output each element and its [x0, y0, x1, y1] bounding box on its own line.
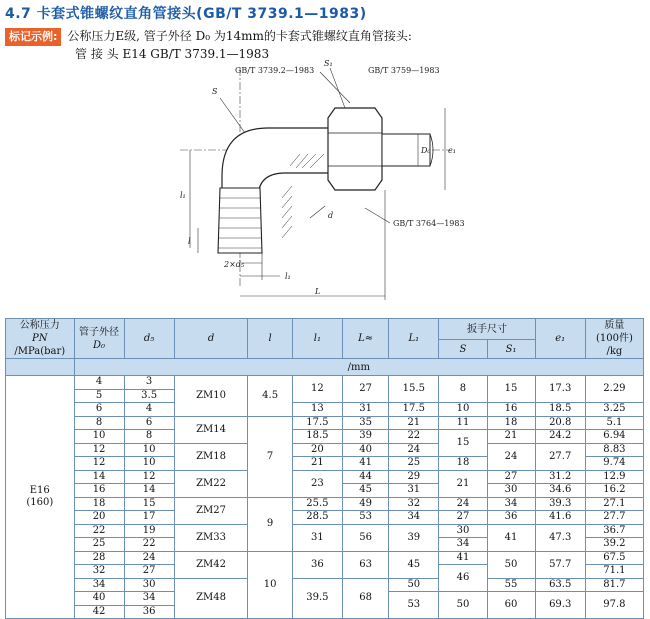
cell-e1: 18.5	[535, 403, 585, 417]
cell-d5: 17	[124, 511, 174, 525]
cell-l1: 39.5	[292, 578, 342, 619]
cell-l: 31	[343, 403, 389, 417]
cell-pn-line: (160)	[26, 497, 54, 508]
cell-l1: 17.5	[389, 403, 439, 417]
cell-l: 10	[248, 551, 292, 619]
cell-l: 9	[248, 497, 292, 551]
cell-mass: 27.1	[585, 497, 643, 511]
cell-l: 39	[343, 430, 389, 444]
cell-l1: 25	[389, 457, 439, 471]
cell-e1: 24.2	[535, 430, 585, 444]
cell-l: 49	[343, 497, 389, 511]
label-std-1: GB/T 3739.2—1983	[235, 66, 315, 75]
label-S: S	[212, 87, 218, 96]
cell-s: 34	[439, 538, 487, 552]
cell-e1: 39.3	[535, 497, 585, 511]
cell-e1: 57.7	[535, 551, 585, 578]
label-e1: e₁	[448, 146, 456, 155]
cell-d0: 16	[74, 484, 124, 498]
table-row	[6, 470, 644, 484]
cell-l1: 39	[389, 524, 439, 551]
cell-l1: 20	[292, 443, 342, 457]
cell-d0: 40	[74, 592, 124, 606]
cell-s: 30	[439, 524, 487, 538]
cell-d5: 10	[124, 457, 174, 471]
header-L: L≈	[343, 319, 389, 359]
cell-mass: 5.1	[585, 416, 643, 430]
table-row	[6, 551, 644, 565]
cell-d0: 4	[74, 376, 124, 390]
cell-d5: 22	[124, 538, 174, 552]
cell-d5: 3	[124, 376, 174, 390]
cell-l1: 22	[389, 430, 439, 444]
header-L1: L₁	[389, 319, 439, 359]
page-title: 4.7 卡套式锥螺纹直角管接头(GB/T 3739.1—1983)	[5, 6, 367, 22]
cell-l: 44	[343, 470, 389, 484]
cell-d: ZM27	[174, 497, 248, 524]
cell-mass: 36.7	[585, 524, 643, 538]
cell-d: ZM10	[174, 376, 248, 417]
cell-l: 45	[343, 484, 389, 498]
cell-d0: 22	[74, 524, 124, 538]
cell-s1: 60	[487, 592, 535, 619]
header-unit: /mm	[74, 359, 643, 376]
cell-l1: 36	[292, 551, 342, 578]
cell-s1: 41	[487, 524, 535, 551]
header-d0-line1: 管子外径	[79, 326, 120, 338]
cell-s: 21	[439, 470, 487, 497]
cell-d5: 27	[124, 565, 174, 579]
cell-s1: 55	[487, 578, 535, 592]
table-row	[6, 376, 644, 390]
cell-mass: 71.1	[585, 565, 643, 579]
cell-d5: 12	[124, 470, 174, 484]
cell-mass: 2.29	[585, 376, 643, 403]
cell-s1: 50	[487, 551, 535, 578]
cell-d0: 42	[74, 605, 124, 619]
table-row	[6, 416, 644, 430]
cell-d0: 20	[74, 511, 124, 525]
header-l1: l₁	[292, 319, 342, 359]
cell-e1: 63.5	[535, 578, 585, 592]
cell-d5: 6	[124, 416, 174, 430]
cell-l1: 21	[389, 416, 439, 430]
header-mass-line2: (100件)	[595, 333, 633, 344]
cell-e1: 41.6	[535, 511, 585, 525]
cell-d0: 12	[74, 443, 124, 457]
cell-l: 53	[343, 511, 389, 525]
cell-l1: 24	[389, 443, 439, 457]
cell-l: 41	[343, 457, 389, 471]
cell-l1: 15.5	[389, 376, 439, 403]
cell-mass: 16.2	[585, 484, 643, 498]
cell-l: 56	[343, 524, 389, 551]
cell-d0: 5	[74, 389, 124, 403]
cell-d5: 3.5	[124, 389, 174, 403]
cell-l1: 13	[292, 403, 342, 417]
cell-e1: 69.3	[535, 592, 585, 619]
cell-e1: 34.6	[535, 484, 585, 498]
cell-l: 27	[343, 376, 389, 403]
cell-l1: 29	[389, 470, 439, 484]
cell-s1: 27	[487, 470, 535, 484]
cell-d: ZM18	[174, 443, 248, 470]
cell-mass: 67.5	[585, 551, 643, 565]
cell-mass: 8.83	[585, 443, 643, 457]
cell-l1: 21	[292, 457, 342, 471]
label-std-3: GB/T 3764—1983	[393, 219, 465, 228]
cell-l: 35	[343, 416, 389, 430]
cell-d5: 10	[124, 443, 174, 457]
cell-mass: 97.8	[585, 592, 643, 619]
cell-s: 46	[439, 565, 487, 592]
cell-d5: 36	[124, 605, 174, 619]
table-row	[6, 430, 644, 444]
cell-mass: 39.2	[585, 538, 643, 552]
header-d0-line2: D₀	[93, 339, 106, 351]
cell-s: 27	[439, 511, 487, 525]
cell-d0: 10	[74, 430, 124, 444]
label-l: l	[188, 237, 191, 246]
cell-d5: 19	[124, 524, 174, 538]
header-pn-line2: PN	[32, 333, 48, 344]
cell-d: ZM42	[174, 551, 248, 578]
cell-d: ZM14	[174, 416, 248, 443]
cell-mass: 6.94	[585, 430, 643, 444]
cell-l1: 34	[389, 511, 439, 525]
cell-s1: 24	[487, 443, 535, 470]
header-S: S	[439, 340, 487, 359]
cell-l1: 28.5	[292, 511, 342, 525]
header-l: l	[248, 319, 292, 359]
cell-s1: 34	[487, 497, 535, 511]
cell-s: 15	[439, 430, 487, 457]
table-row	[6, 578, 644, 592]
cell-d5: 24	[124, 551, 174, 565]
label-d5: 2×d₅	[224, 260, 245, 269]
spec-table	[5, 318, 644, 619]
cell-d5: 14	[124, 484, 174, 498]
cell-l: 63	[343, 551, 389, 578]
cell-l: 4.5	[248, 376, 292, 417]
cell-d: ZM48	[174, 578, 248, 619]
cell-d0: 6	[74, 403, 124, 417]
cell-s: 11	[439, 416, 487, 430]
cell-mass: 27.7	[585, 511, 643, 525]
cell-d0: 14	[74, 470, 124, 484]
cell-l1: 12	[292, 376, 342, 403]
cell-l1: 45	[389, 551, 439, 578]
cell-d0: 25	[74, 538, 124, 552]
cell-s: 41	[439, 551, 487, 565]
example-line-2: 管 接 头 E14 GB/T 3739.1—1983	[75, 47, 270, 61]
cell-d5: 34	[124, 592, 174, 606]
cell-l: 40	[343, 443, 389, 457]
cell-d0: 12	[74, 457, 124, 471]
cell-l: 68	[343, 578, 389, 619]
cell-e1: 47.3	[535, 524, 585, 551]
header-d: d	[174, 319, 248, 359]
cell-e1: 20.8	[535, 416, 585, 430]
cell-l1: 53	[389, 592, 439, 619]
header-mass-line1: 质量	[604, 320, 625, 331]
cell-d0: 34	[74, 578, 124, 592]
table-row	[6, 443, 644, 457]
table-row	[6, 403, 644, 417]
cell-d0: 18	[74, 497, 124, 511]
cell-l1: 50	[389, 578, 439, 592]
cell-d5: 30	[124, 578, 174, 592]
cell-s1: 16	[487, 403, 535, 417]
cell-d0: 32	[74, 565, 124, 579]
header-wrench: 扳手尺寸	[439, 319, 535, 340]
label-D0: D₀	[421, 146, 431, 155]
cell-s: 8	[439, 376, 487, 403]
cell-l: 7	[248, 416, 292, 497]
marking-example	[5, 28, 412, 62]
label-d: d	[328, 211, 334, 220]
cell-s: 50	[439, 592, 487, 619]
cell-pn	[6, 376, 75, 619]
cell-mass: 3.25	[585, 403, 643, 417]
cell-d: ZM33	[174, 524, 248, 551]
cell-l1: 18.5	[292, 430, 342, 444]
cell-d5: 15	[124, 497, 174, 511]
cell-mass: 12.9	[585, 470, 643, 484]
cell-d0: 28	[74, 551, 124, 565]
cell-e1: 27.7	[535, 443, 585, 470]
cell-e1: 17.3	[535, 376, 585, 403]
cell-l1: 31	[292, 524, 342, 551]
header-mass-line3: /kg	[606, 346, 623, 357]
label-std-2: GB/T 3759—1983	[368, 66, 440, 75]
header-pn-line3: /MPa(bar)	[14, 346, 66, 357]
label-l1: l₁	[180, 191, 186, 200]
cell-d0: 8	[74, 416, 124, 430]
cell-s: 10	[439, 403, 487, 417]
cell-l1: 25.5	[292, 497, 342, 511]
header-pn	[6, 319, 75, 359]
cell-d: ZM22	[174, 470, 248, 497]
header-d5: d₅	[124, 319, 174, 359]
table-row	[6, 511, 644, 525]
cell-s1: 21	[487, 430, 535, 444]
cell-s1: 18	[487, 416, 535, 430]
header-S1: S₁	[487, 340, 535, 359]
label-L: L	[315, 287, 321, 296]
cell-l1: 23	[292, 470, 342, 497]
label-S1: S₁	[324, 59, 333, 68]
header-pn-line1: 公称压力	[19, 320, 60, 331]
cell-l1: 31	[389, 484, 439, 498]
cell-l1: 32	[389, 497, 439, 511]
cell-e1: 31.2	[535, 470, 585, 484]
label-l1-bottom: l₁	[285, 272, 291, 281]
cell-d5: 4	[124, 403, 174, 417]
example-line-1: 公称压力E级, 管子外径 D₀ 为14mm的卡套式锥螺纹直角管接头:	[67, 29, 412, 43]
table-row	[6, 524, 644, 538]
cell-mass: 9.74	[585, 457, 643, 471]
header-e1: e₁	[535, 319, 585, 359]
cell-s: 18	[439, 457, 487, 471]
cell-s1: 30	[487, 484, 535, 498]
header-unit-spacer	[6, 359, 75, 376]
technical-drawing	[150, 58, 470, 310]
cell-s1: 15	[487, 376, 535, 403]
header-mass	[585, 319, 643, 359]
cell-pn-line: E16	[29, 485, 50, 496]
spec-table-body	[6, 376, 644, 619]
header-d0	[74, 319, 124, 359]
cell-d5: 8	[124, 430, 174, 444]
cell-s: 24	[439, 497, 487, 511]
table-row	[6, 497, 644, 511]
cell-l1: 17.5	[292, 416, 342, 430]
cell-s1: 36	[487, 511, 535, 525]
example-badge: 标记示例:	[5, 28, 61, 46]
cell-mass: 81.7	[585, 578, 643, 592]
